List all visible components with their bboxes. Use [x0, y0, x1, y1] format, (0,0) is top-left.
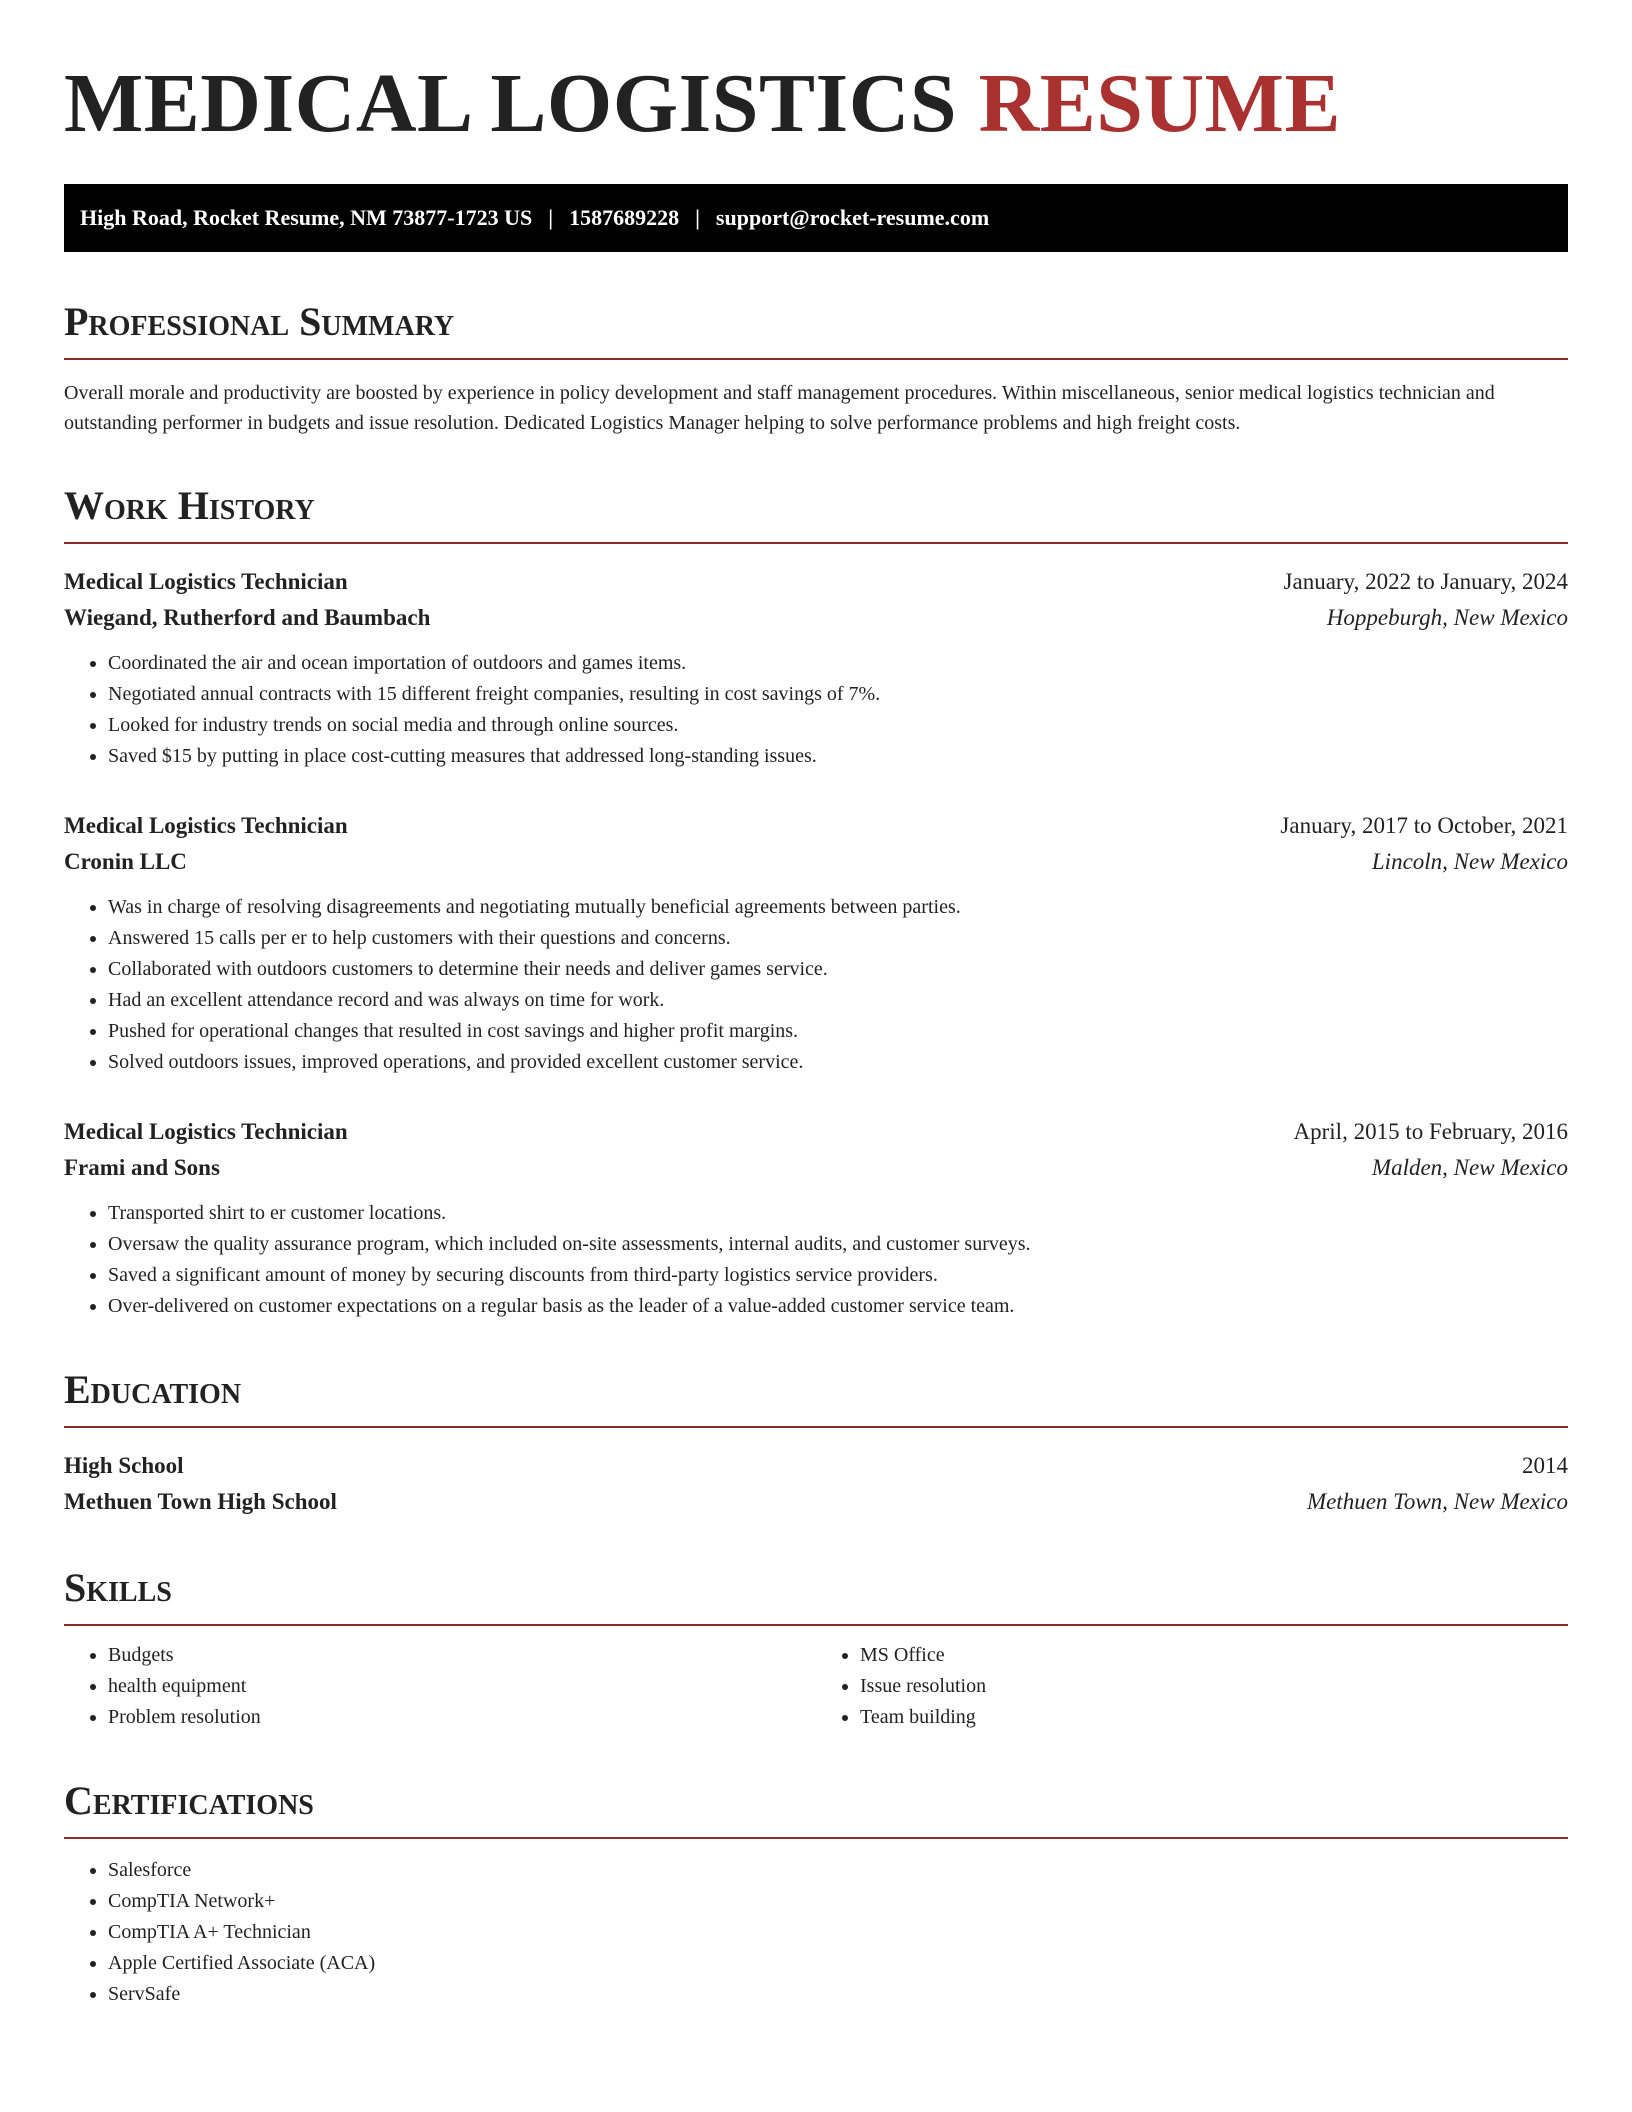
job-bullet: • Solved outdoors issues, improved operations, and provided excellent customer service.: [108, 1047, 1568, 1078]
job-company-row: [64, 844, 1568, 880]
certification-item: • Salesforce: [108, 1855, 1568, 1886]
education-section: [64, 1366, 1568, 1520]
job-company: Cronin LLC: [64, 849, 187, 874]
skill-item: • Budgets: [108, 1640, 816, 1671]
job-bullet: • Negotiated annual contracts with 15 different freight companies, resulting in cost savings of 7%.: [108, 679, 1568, 710]
education-school: Methuen Town High School: [64, 1489, 337, 1514]
job-company: Wiegand, Rutherford and Baumbach: [64, 605, 431, 630]
contact-bar: [64, 184, 1568, 252]
summary-section: [64, 298, 1568, 438]
job-title: Medical Logistics Technician: [64, 1119, 348, 1144]
education-degree: High School: [64, 1453, 184, 1478]
job-bullet: • Coordinated the air and ocean importation of outdoors and games items.: [108, 648, 1568, 679]
job-bullet: • Looked for industry trends on social media and through online sources.: [108, 710, 1568, 741]
certifications-heading: Certifications: [64, 1777, 1568, 1839]
job-bullet: • Saved a significant amount of money by securing discounts from third-party logistics service providers.: [108, 1260, 1568, 1291]
job-entry: [64, 808, 1568, 1078]
job-location: Lincoln, New Mexico: [1371, 849, 1568, 874]
job-bullet: • Saved $15 by putting in place cost-cutting measures that addressed long-standing issues.: [108, 741, 1568, 772]
skill-item: • MS Office: [860, 1640, 1568, 1671]
skills-section: [64, 1564, 1568, 1733]
job-location: Hoppeburgh, New Mexico: [1326, 605, 1568, 630]
job-location: Malden, New Mexico: [1371, 1155, 1568, 1180]
resume-title: [64, 56, 1568, 152]
contact-separator: |: [695, 205, 700, 230]
skills-heading: Skills: [64, 1564, 1568, 1626]
job-title-row: [64, 808, 1568, 844]
job-bullet: • Pushed for operational changes that resulted in cost savings and higher profit margins.: [108, 1016, 1568, 1047]
summary-text: Overall morale and productivity are boosted by experience in policy development and staff management procedures. Within miscellaneous, senior medical logistics technician and outstanding performer in budgets and issue resolution. Dedicated Logistics Manager helping to solve performance problems and high freight costs.: [64, 382, 1495, 434]
certification-item: • CompTIA Network+: [108, 1886, 1568, 1917]
job-dates: January, 2017 to October, 2021: [1280, 813, 1568, 838]
job-bullets: [64, 892, 1568, 1078]
job-dates: January, 2022 to January, 2024: [1283, 569, 1568, 594]
education-year: 2014: [1522, 1453, 1568, 1478]
skills-column-left: [64, 1640, 816, 1733]
skill-item: • health equipment: [108, 1671, 816, 1702]
job-dates: April, 2015 to February, 2016: [1293, 1119, 1568, 1144]
job-title: Medical Logistics Technician: [64, 813, 348, 838]
job-bullet: • Over-delivered on customer expectations on a regular basis as the leader of a value-added customer service team.: [108, 1291, 1568, 1322]
title-main: MEDICAL LOGISTICS: [64, 57, 958, 150]
job-company-row: [64, 1150, 1568, 1186]
job-bullets: [64, 1198, 1568, 1322]
contact-phone[interactable]: 1587689228: [569, 205, 680, 230]
skill-item: • Issue resolution: [860, 1671, 1568, 1702]
certification-item: • Apple Certified Associate (ACA): [108, 1948, 1568, 1979]
job-bullet: • Was in charge of resolving disagreements and negotiating mutually beneficial agreements between parties.: [108, 892, 1568, 923]
work-history-heading: Work History: [64, 482, 1568, 544]
contact-separator: |: [548, 205, 554, 230]
title-accent: RESUME: [978, 57, 1341, 150]
job-bullets: [64, 648, 1568, 772]
contact-address: High Road, Rocket Resume, NM 73877-1723 US: [80, 205, 533, 230]
work-history-section: [64, 482, 1568, 1322]
skills-column-right: [816, 1640, 1568, 1733]
job-title-row: [64, 564, 1568, 600]
job-title: Medical Logistics Technician: [64, 569, 348, 594]
education-heading: Education: [64, 1366, 1568, 1428]
certifications-list: [64, 1855, 1568, 2010]
job-bullet: • Answered 15 calls per er to help customers with their questions and concerns.: [108, 923, 1568, 954]
job-entry: [64, 564, 1568, 772]
job-bullet: • Transported shirt to er customer locations.: [108, 1198, 1568, 1229]
skill-item: • Problem resolution: [108, 1702, 816, 1733]
job-bullet: • Had an excellent attendance record and was always on time for work.: [108, 985, 1568, 1016]
job-bullet: • Oversaw the quality assurance program, which included on-site assessments, internal audits, and customer surveys.: [108, 1229, 1568, 1260]
job-entry: [64, 1114, 1568, 1322]
summary-heading: Professional Summary: [64, 298, 1568, 360]
certification-item: • ServSafe: [108, 1979, 1568, 2010]
certifications-section: [64, 1777, 1568, 2010]
education-degree-row: [64, 1448, 1568, 1484]
certification-item: • CompTIA A+ Technician: [108, 1917, 1568, 1948]
education-school-row: [64, 1484, 1568, 1520]
contact-email[interactable]: support@rocket-resume.com: [715, 205, 990, 230]
job-company-row: [64, 600, 1568, 636]
education-entry: [64, 1448, 1568, 1520]
job-bullet: • Collaborated with outdoors customers to determine their needs and deliver games service.: [108, 954, 1568, 985]
skill-item: • Team building: [860, 1702, 1568, 1733]
skills-grid: [64, 1640, 1568, 1733]
education-location: Methuen Town, New Mexico: [1306, 1489, 1568, 1514]
job-title-row: [64, 1114, 1568, 1150]
job-company: Frami and Sons: [64, 1155, 220, 1180]
